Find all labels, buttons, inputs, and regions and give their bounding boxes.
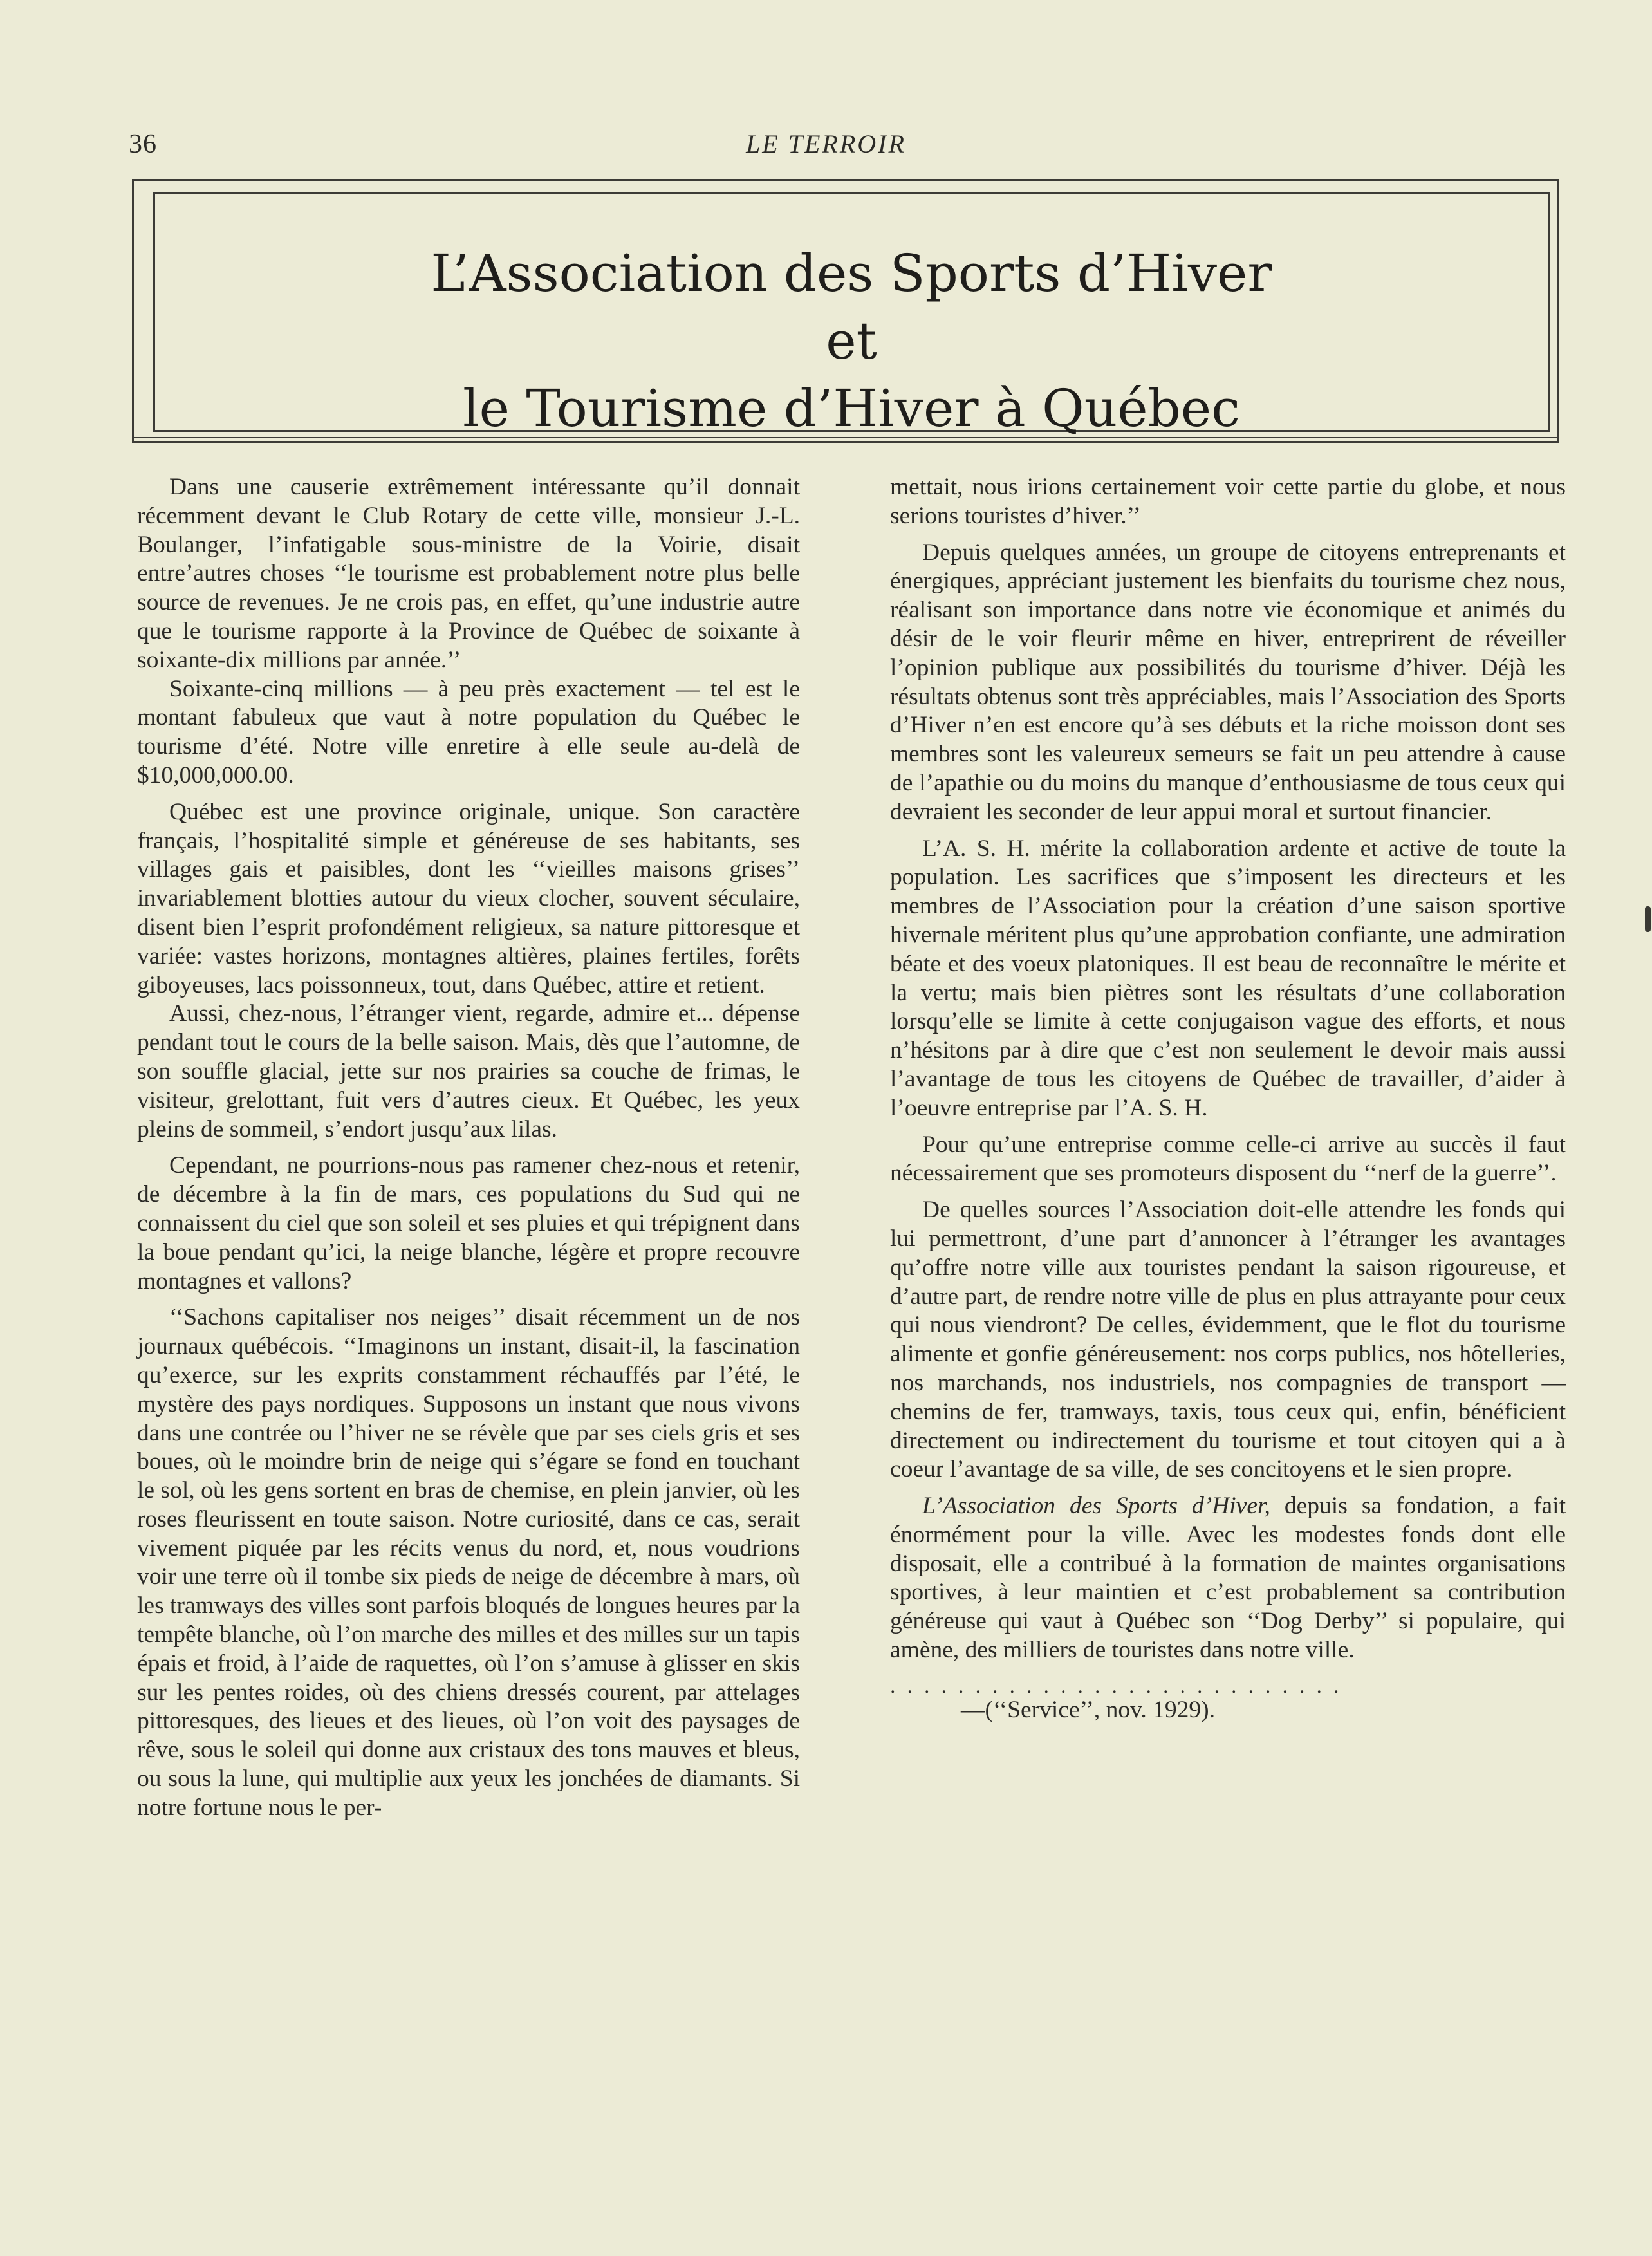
- paragraph: ‘‘Sachons capitaliser nos neiges’’ disait récemment un de nos journaux québécois. ‘‘Imaginons un instant, disait-il, la fascination qu’exerce, sur les exprits constamment réchauffés par l’été, le mystère des pays nordiques. Supposons un instant que nous vivons dans une contrée ou l’hiver ne se révèle que par ses ciels gris et ses boues, où le moindre brin de neige qui s’égare se fond en touchant le sol, où les gens sortent en bras de chemise, en plein janvier, où les roses fleurissent en toute saison. Notre curiosité, dans ce cas, serait vivement piquée par les récits venus du nord, et, nous voudrions voir une terre où il tombe six pieds de neige de décembre à mars, où les tramways des villes sont parfois bloqués de longues heures par la tempête blanche, où l’on marche des milles et des milles sur un tapis épais et froid, à l’aide de raquettes, où l’on s’amuse à glisser en skis sur les pentes roides, où des chiens dressés courent, par attelages pittoresques, des lieues et des lieues, où l’on voit des paysages de rêve, sous le soleil qui donne aux cristaux des tons mauves et bleus, ou sous la lune, qui multiplie aux yeux les jonchées de diamants. Si notre fortune nous le per-: [137, 1304, 800, 1821]
- dotted-leader: ...........................: [890, 1676, 1351, 1696]
- paragraph: Soixante-cinq millions — à peu près exactement — tel est le montant fabuleux que vaut à notre population du Québec le tourisme d’été. Notre ville enretire à elle seule au-delà de $10,000,000.00.: [137, 675, 800, 788]
- paragraph: Cependant, ne pourrions-nous pas ramener chez-nous et retenir, de décembre à la fin de mars, ces populations du Sud qui ne connaissent du ciel que son soleil et ses pluies et qui trépignent dans la boue pendant qu’ici, la neige blanche, légère et propre recouvre montagnes et vallons?: [137, 1152, 800, 1294]
- paragraph-text: depuis sa fondation, a fait énormément pour la ville. Avec les modestes fonds dont elle disposait, elle a contribué à la formation de maintes organisations sportives, à leur maintien et c’est probablement sa contribution généreuse qui vaut à Québec son ‘‘Dog Derby’’ si populaire, qui amène, des milliers de touristes dans notre ville.: [890, 1493, 1566, 1664]
- title-line-1: L’Association des Sports d’Hiver: [431, 243, 1272, 303]
- left-column: [137, 473, 800, 1823]
- paragraph: Québec est une province originale, unique. Son caractère français, l’hospitalité simple et généreuse de ses habitants, ses villages gais et paisibles, dont les ‘‘vieilles maisons grises’’ invariablement blotties autour du vieux clocher, souvent séculaire, disent bien l’esprit profondément religieux, sa nature pittoresque et variée: vastes horizons, montagnes altières, plaines fertiles, forêts giboyeuses, lacs poissonneux, tout, dans Québec, attire et retient.: [137, 798, 800, 998]
- article-title: [155, 239, 1548, 442]
- page-edge-mark: [1645, 906, 1651, 932]
- paragraph: Pour qu’une entreprise comme celle-ci arrive au succès il faut nécessairement que ses promoteurs disposent du ‘‘nerf de la guerre’’.: [890, 1131, 1566, 1187]
- title-line-3: le Tourisme d’Hiver à Québec: [463, 378, 1240, 438]
- paragraph-continued: mettait, nous irions certainement voir cette partie du globe, et nous serions touristes d’hiver.’’: [890, 474, 1566, 529]
- paragraph: L’A. S. H. mérite la collaboration ardente et active de toute la population. Les sacrifices que s’imposent les directeurs et les membres de l’Association pour la création d’une saison sportive hivernale méritent plus qu’une approbation confiante, une admiration béate et des voeux platoniques. Il est beau de reconnaître le mérite et la vertu; mais bien piètres sont les résultats d’une collaboration lorsqu’elle se limite à cette conjugaison vague des efforts, et nous n’hésitons par à dire que c’est non seulement le devoir mais aussi l’avantage de tous les citoyens de Québec de travailler, d’aider à l’oeuvre entreprise par l’A. S. H.: [890, 835, 1566, 1121]
- paragraph: Depuis quelques années, un groupe de citoyens entreprenants et énergiques, appréciant justement les bienfaits du tourisme chez nous, réalisant son importance dans notre vie économique et animés du désir de le voir fleurir même en hiver, entreprirent de réveiller l’opinion publique aux possibilités du tourisme d’hiver. Déjà les résultats obtenus sont très appréciables, mais l’Association des Sports d’Hiver n’en est encore qu’à ses débuts et la riche moisson dont ses membres sont les valeureux semeurs se fait un peu attendre à cause de l’apathie ou du moins du manque d’enthousiasme de tous ceux qui devraient les seconder de leur appui moral et surtout financier.: [890, 539, 1566, 825]
- title-frame-rule: [134, 437, 1557, 438]
- right-column: [890, 473, 1566, 1725]
- title-line-2: et: [826, 311, 877, 371]
- source-citation: —(‘‘Service’’, nov. 1929).: [961, 1696, 1215, 1723]
- title-frame: [132, 179, 1559, 443]
- running-head: LE TERROIR: [746, 129, 906, 158]
- association-name-italic: L’Association des Sports d’Hiver,: [922, 1493, 1270, 1520]
- title-frame-inner: [153, 192, 1550, 438]
- paragraph: Dans une causerie extrêmement intéressante qu’il donnait récemment devant le Club Rotary de cette ville, monsieur J.-L. Boulanger, l’infatigable sous-ministre de la Voirie, disait entre’autres choses ‘‘le tourisme est probablement notre plus belle source de revenues. Je ne crois pas, en effet, qu’une industrie autre que le tourisme rapporte à la Province de Québec de soixante à soixante-dix millions par année.’’: [137, 474, 800, 673]
- page-number: 36: [129, 129, 157, 159]
- paragraph: Aussi, chez-nous, l’étranger vient, regarde, admire et... dépense pendant tout le cours de la belle saison. Mais, dès que l’automne, de son souffle glacial, jette sur nos prairies sa couche de frimas, le visiteur, grelottant, fuit vers d’autres cieux. Et Québec, les yeux pleins de sommeil, s’endort jusqu’aux lilas.: [137, 1000, 800, 1142]
- paragraph: [890, 1492, 1566, 1665]
- paragraph: De quelles sources l’Association doit-elle attendre les fonds qui lui permettront, d’une part d’annoncer à l’étranger les avantages qu’offre notre ville aux touristes pendant la saison rigoureuse, et d’autre part, de rendre notre ville de plus en plus attrayante pour ceux qui nous viendront? De celles, évidemment, que le flot du tourisme alimente et gonfie généreusement: nos corps publics, nos hôtelleries, nos marchands, nos industriels, nos compagnies de transport — chemins de fer, tramways, taxis, tous ceux qui, enfin, bénéficient directement ou indirectement du tourisme et tout citoyen qui a à coeur l’avantage de sa ville, de ses concitoyens et le sien propre.: [890, 1197, 1566, 1483]
